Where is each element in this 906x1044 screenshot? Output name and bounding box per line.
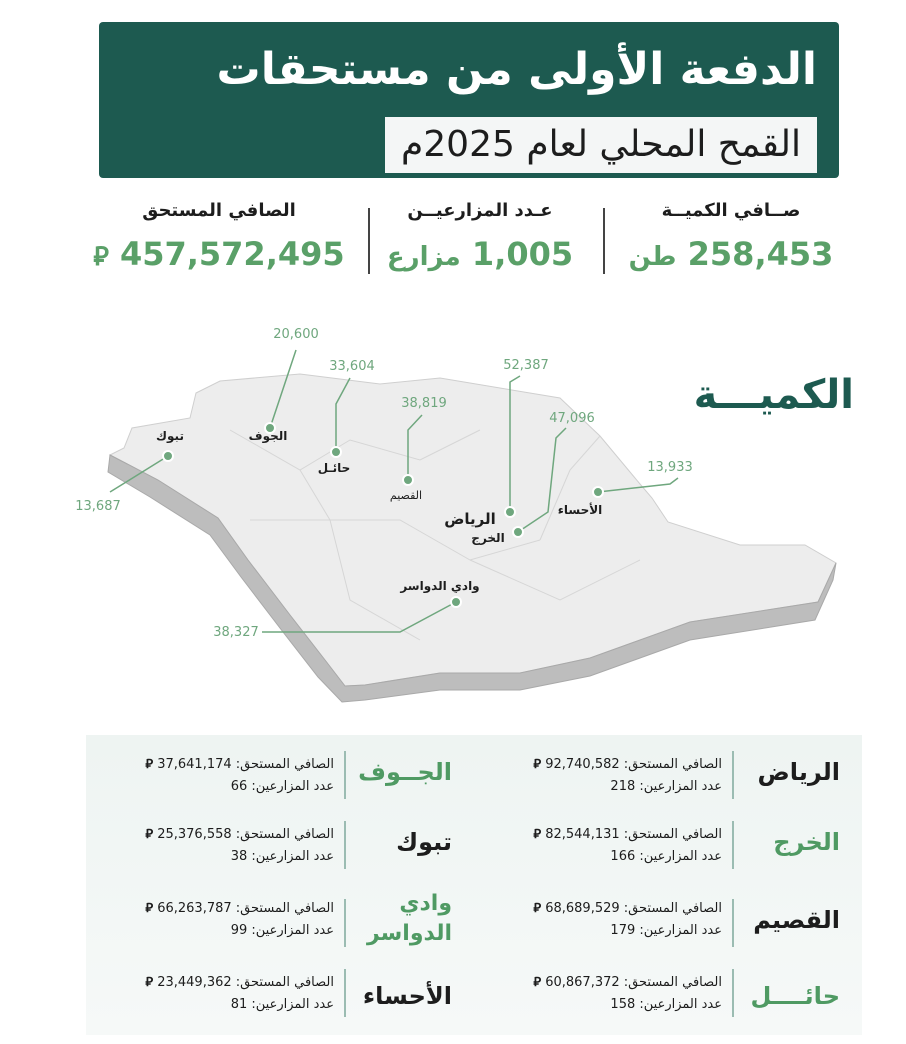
farmers-value: 38 [230,849,248,864]
detail-divider [344,899,346,947]
map-label-aljouf: الجوف [248,429,288,443]
farmers-label: عدد المزارعين: [251,923,334,938]
detail-divider [344,969,346,1017]
net-label: الصافي المستحق: [235,901,334,916]
map-quantity-wadi-dawasir: 38,327 [213,625,259,640]
detail-hail [474,957,862,1027]
net-label: الصافي المستحق: [623,757,722,772]
farmers-label: عدد المزارعين: [639,779,722,794]
farmers-value: 179 [610,923,636,938]
detail-region-name: القصيم [753,906,840,934]
map-label-kharj: الخرج [471,531,505,545]
riyal-symbol-icon: ⃁ [533,975,542,990]
farmers-value: 99 [230,923,248,938]
detail-divider [732,751,734,799]
detail-divider [732,899,734,947]
detail-aljouf [86,739,474,809]
stat-farmers [360,200,600,273]
stat-quantity-unit: طن [628,242,677,272]
detail-region-name: تبوك [396,828,452,856]
detail-region-name: حائــــل [750,982,840,1010]
detail-qassim [474,883,862,953]
net-label: الصافي المستحق: [623,975,722,990]
map-quantity-aljouf: 20,600 [273,327,319,342]
detail-region-name: الرياض [757,758,840,786]
detail-wadi-dawasir [86,883,474,953]
stat-farmers-value: 1,005 [471,235,574,273]
farmers-value: 81 [230,997,248,1012]
map-marker [513,527,523,537]
map-marker [163,451,173,461]
map-label-ahsa: الأحساء [557,503,603,517]
farmers-value: 218 [610,779,636,794]
riyal-symbol-icon: ⃁ [533,757,542,772]
stat-farmers-unit: مزارع [386,242,461,272]
details-panel [86,735,862,1035]
stat-divider [368,208,370,274]
stat-divider [603,208,605,274]
stat-quantity-value: 258,453 [687,235,834,273]
detail-divider [344,751,346,799]
map-quantity-ahsa: 13,933 [647,460,693,475]
detail-kharj [474,809,862,879]
farmers-label: عدد المزارعين: [251,779,334,794]
stat-quantity [606,200,856,273]
page-title: الدفعة الأولى من مستحقات [216,44,817,95]
riyal-symbol-icon: ⃁ [533,901,542,916]
saudi-map [0,300,906,730]
map-quantity-qassim: 38,819 [401,396,447,411]
detail-region-name: وادي الدواسر [366,891,452,946]
detail-divider [344,821,346,869]
riyal-symbol-icon: ⃁ [145,757,154,772]
net-value: 23,449,362 [157,975,232,990]
riyal-symbol-icon: ⃁ [93,242,109,272]
map-marker [505,507,515,517]
riyal-symbol-icon: ⃁ [533,827,542,842]
net-label: الصافي المستحق: [235,975,334,990]
stat-net-due-label: الصافي المستحق [142,200,296,221]
net-value: 68,689,529 [545,901,620,916]
map-marker [403,475,413,485]
detail-tabuk [86,809,474,879]
farmers-value: 166 [610,849,636,864]
map-marker [593,487,603,497]
map-quantity-tabuk: 13,687 [75,499,121,514]
stat-net-due [84,200,354,273]
net-value: 37,641,174 [157,757,232,772]
map-quantity-hail: 33,604 [329,359,375,374]
farmers-label: عدد المزارعين: [639,997,722,1012]
net-value: 25,376,558 [157,827,232,842]
detail-region-name: الجــوف [358,758,452,786]
net-label: الصافي المستحق: [235,757,334,772]
title-banner [99,22,839,178]
map-quantity-riyadh: 52,387 [503,358,549,373]
map-label-riyadh: الرياض [444,510,496,528]
map-label-hail: حائـل [317,461,351,475]
map-marker [451,597,461,607]
net-label: الصافي المستحق: [623,901,722,916]
map-title: الكميـــة [693,372,854,418]
farmers-label: عدد المزارعين: [639,849,722,864]
detail-region-name: الأحساء [362,982,452,1010]
detail-divider [732,821,734,869]
farmers-label: عدد المزارعين: [251,997,334,1012]
net-label: الصافي المستحق: [623,827,722,842]
net-value: 66,263,787 [157,901,232,916]
net-value: 92,740,582 [545,757,620,772]
detail-divider [732,969,734,1017]
map-label-wadi-dawasir: وادي الدواسر [400,579,480,593]
map-quantity-kharj: 47,096 [549,411,595,426]
stat-farmers-label: عـدد المزارعيــن [407,200,553,221]
detail-ahsa [86,957,474,1027]
riyal-symbol-icon: ⃁ [145,975,154,990]
riyal-symbol-icon: ⃁ [145,901,154,916]
farmers-value: 66 [230,779,248,794]
farmers-label: عدد المزارعين: [251,849,334,864]
net-value: 60,867,372 [545,975,620,990]
stat-net-due-value: 457,572,495 [119,235,345,273]
stat-quantity-label: صــافي الكميــة [661,200,801,221]
detail-riyadh [474,739,862,809]
net-value: 82,544,131 [545,827,620,842]
map-label-qassim: القصيم [389,489,423,502]
farmers-value: 158 [610,997,636,1012]
map-marker [331,447,341,457]
net-label: الصافي المستحق: [235,827,334,842]
map-label-tabuk: تبوك [156,429,184,443]
farmers-label: عدد المزارعين: [639,923,722,938]
riyal-symbol-icon: ⃁ [145,827,154,842]
page-subtitle: القمح المحلي لعام 2025م [385,117,817,173]
detail-region-name: الخرج [773,828,840,856]
